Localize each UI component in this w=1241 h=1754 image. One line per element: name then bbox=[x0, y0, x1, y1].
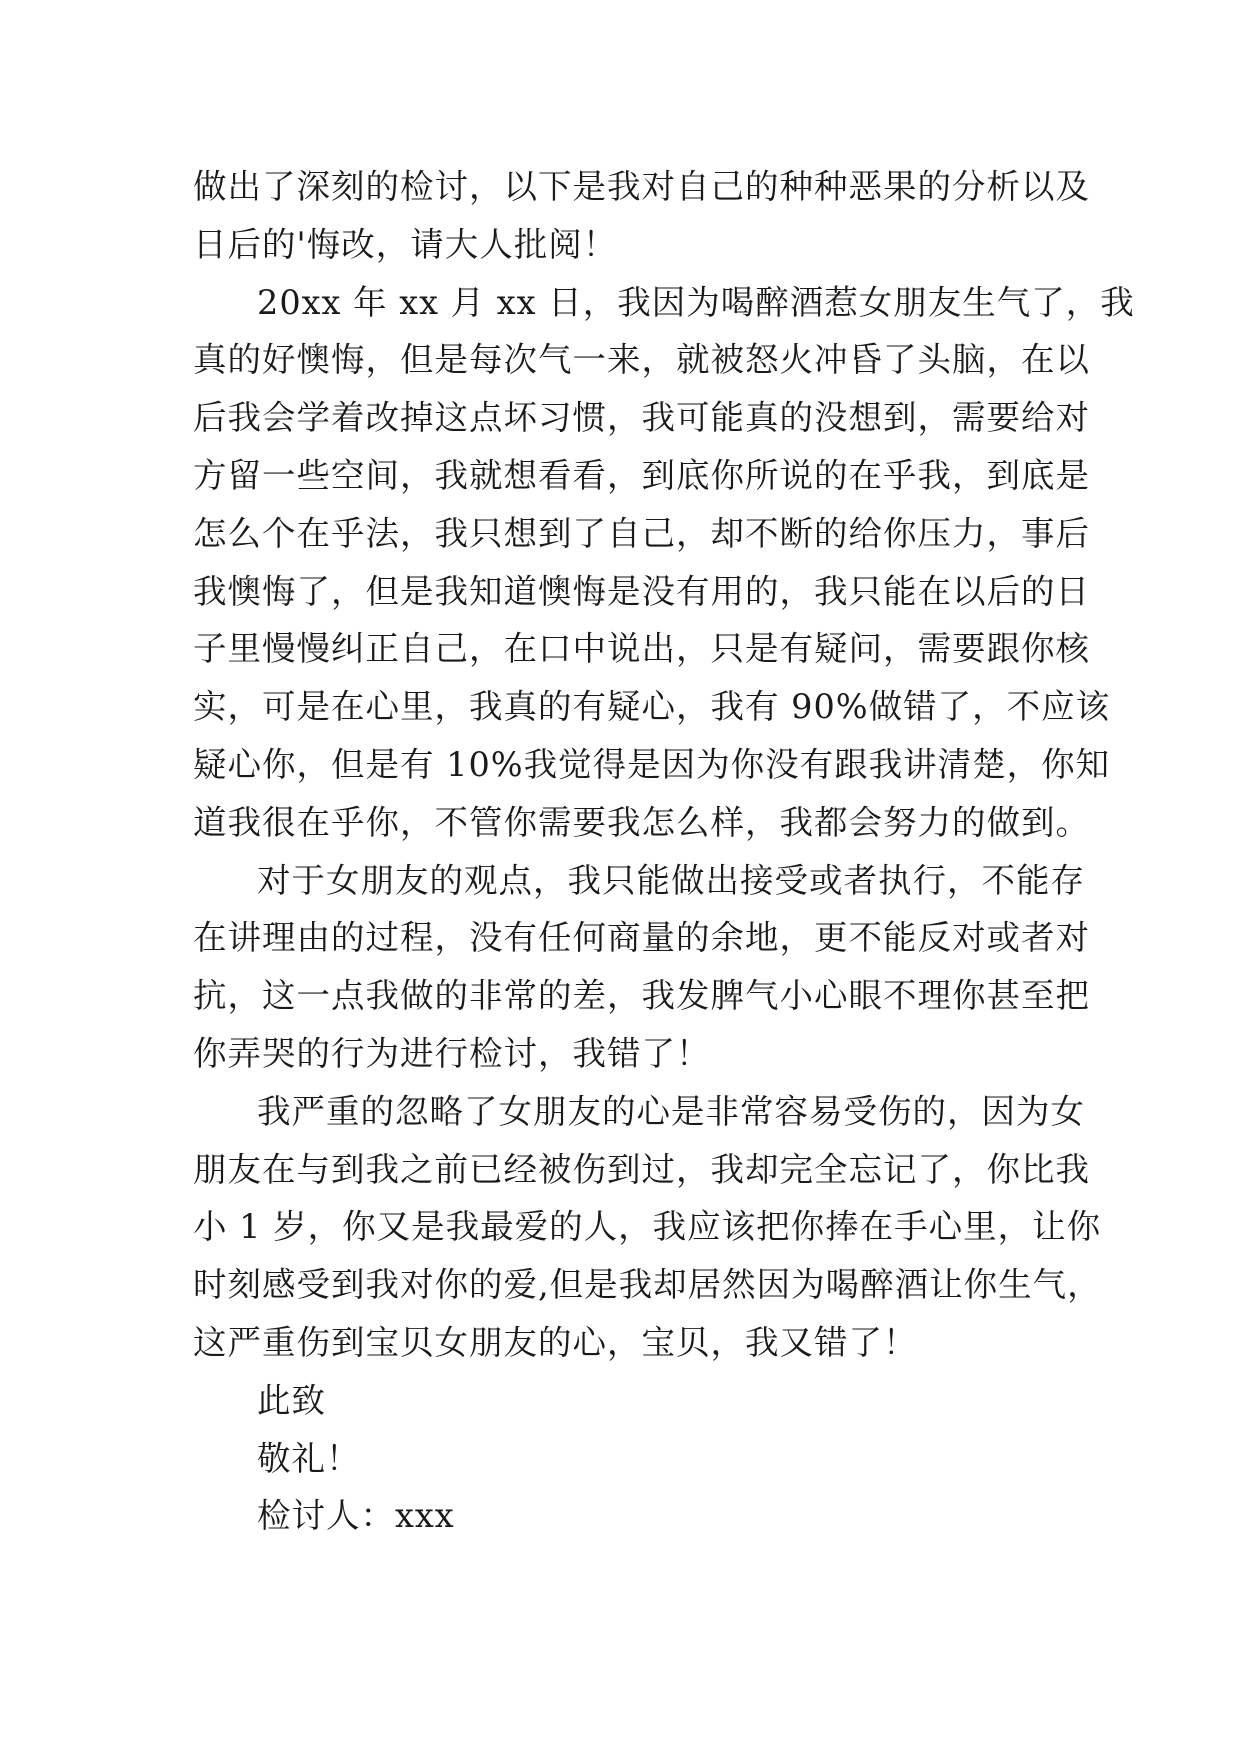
text-line: 疑心你，但是有 10%我觉得是因为你没有跟我讲清楚，你知 bbox=[193, 744, 1111, 784]
paragraph-neglect bbox=[193, 1083, 1102, 1372]
closing-salutation: 此致 bbox=[257, 1380, 326, 1420]
text-line: 对于女朋友的观点，我只能做出接受或者执行，不能存 bbox=[257, 860, 1085, 900]
text-line: 20xx 年 xx 月 xx 日，我因为喝醉酒惹女朋友生气了，我 bbox=[257, 282, 1135, 322]
text-line: 后我会学着改掉这点坏习惯，我可能真的没想到，需要给对 bbox=[193, 398, 1090, 438]
text-line: 真的好懊悔，但是每次气一来，就被怒火冲昏了头脑，在以 bbox=[193, 340, 1090, 380]
text-line: 日后的'悔改，请大人批阅！ bbox=[193, 224, 618, 264]
text-line: 做出了深刻的检讨，以下是我对自己的种种恶果的分析以及 bbox=[193, 167, 1090, 206]
text-line: 道我很在乎你，不管你需要我怎么样，我都会努力的做到。 bbox=[193, 802, 1090, 842]
text-line: 这严重伤到宝贝女朋友的心，宝贝，我又错了！ bbox=[193, 1322, 918, 1362]
text-line: 朋友在与到我之前已经被伤到过，我却完全忘记了，你比我 bbox=[193, 1149, 1090, 1189]
text-line: 在讲理由的过程，没有任何商量的余地，更不能反对或者对 bbox=[193, 918, 1090, 958]
text-line: 你弄哭的行为进行检讨，我错了！ bbox=[193, 1033, 711, 1073]
text-line: 实，可是在心里，我真的有疑心，我有 90%做错了，不应该 bbox=[193, 687, 1111, 727]
closing-regards: 敬礼！ bbox=[257, 1438, 361, 1478]
text-line: 我严重的忽略了女朋友的心是非常容易受伤的，因为女 bbox=[257, 1091, 1085, 1131]
text-line: 子里慢慢纠正自己，在口中说出，只是有疑问，需要跟你核 bbox=[193, 629, 1090, 669]
paragraph-incident bbox=[193, 274, 1135, 852]
text-line: 抗，这一点我做的非常的差，我发脾气小心眼不理你甚至把 bbox=[193, 976, 1090, 1016]
paragraph-viewpoint bbox=[193, 852, 1090, 1083]
paragraph-intro-continued bbox=[193, 158, 1090, 274]
document-page bbox=[193, 158, 1135, 1545]
text-line: 时刻感受到我对你的爱,但是我却居然因为喝醉酒让你生气， bbox=[193, 1265, 1102, 1305]
text-line: 怎么个在乎法，我只想到了自己，却不断的给你压力，事后 bbox=[193, 513, 1090, 553]
signature-line: 检讨人：xxx bbox=[257, 1496, 455, 1536]
document-body bbox=[193, 158, 1135, 1372]
closing-block bbox=[193, 1372, 1063, 1545]
text-line: 小 1 岁，你又是我最爱的人，我应该把你捧在手心里，让你 bbox=[193, 1207, 1102, 1247]
text-line: 我懊悔了，但是我知道懊悔是没有用的，我只能在以后的日 bbox=[193, 571, 1090, 611]
text-line: 方留一些空间，我就想看看，到底你所说的在乎我，到底是 bbox=[193, 455, 1090, 495]
